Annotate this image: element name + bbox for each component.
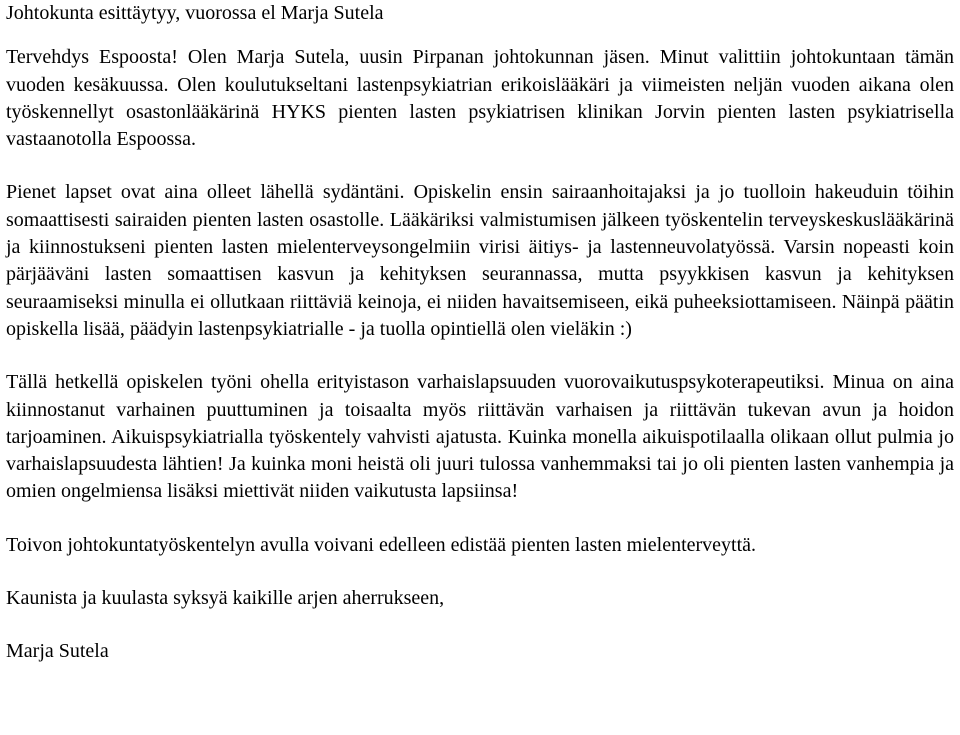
paragraph-hope: Toivon johtokuntatyöskentelyn avulla voivani edelleen edistää pienten lasten mielenterveyttä.: [6, 533, 757, 556]
paragraph-introduction: Tervehdys Espoosta! Olen Marja Sutela, uusin Pirpanan johtokunnan jäsen. Minut valittiin johtokuntaan tämän vuoden kesäkuussa. Olen koulutukseltani lastenpsykiatrian erikoislääkäri ja viimeisten neljän vuoden aikana olen työskennellyt osastonlääkärinä HYKS pienten lasten psykiatrisen klinikan Jorvin pienten lasten psykiatrisella vastaanotolla Espoossa.: [6, 46, 954, 151]
signature: Marja Sutela: [6, 640, 109, 663]
paragraph-greeting: Kaunista ja kuulasta syksyä kaikille arjen aherrukseen,: [6, 587, 445, 610]
document-title: Johtokunta esittäytyy, vuorossa el Marja Sutela: [6, 2, 384, 24]
paragraph-background: Pienet lapset ovat aina olleet lähellä sydäntäni. Opiskelin ensin sairaanhoitajaksi ja jo tuolloin hakeuduin töihin somaattisesti sairaiden pienten lasten osastolle. Lääkäriksi valmistumisen jälkeen työskentelin terveyskeskuslääkärinä ja kiinnostukseni pienten lasten mielenterveysongelmiin virisi äitiys- ja lastenneuvolatyössä. Varsin nopeasti koin pärjääväni lasten somaattisen kasvun ja kehityksen seurannassa, mutta psyykkisen kasvun ja kehityksen seuraamiseksi minulla ei ollutkaan riittäviä keinoja, ei niiden havaitsemiseen, eikä puheeksiottamiseen. Näinpä päätin opiskella lisää, päädyin lastenpsykiatrialle - ja tuolla opintiellä olen vieläkin :): [6, 181, 954, 340]
paragraph-current-studies: Tällä hetkellä opiskelen työni ohella erityistason varhaislapsuuden vuorovaikutuspsykoterapeutiksi. Minua on aina kiinnostanut varhainen puuttuminen ja toisaalta myös riittävän varhaisen ja riittävän tukevan avun ja hoidon tarjoaminen. Aikuispsykiatrialla työskentely vahvisti ajatusta. Kuinka monella aikuispotilaalla olikaan ollut pulmia jo varhaislapsuudesta lähtien! Ja kuinka moni heistä oli juuri tulossa vanhemmaksi tai jo oli pienten lasten vanhempia ja omien ongelmiensa lisäksi miettivät niiden vaikutusta lapsiinsa!: [6, 371, 954, 503]
